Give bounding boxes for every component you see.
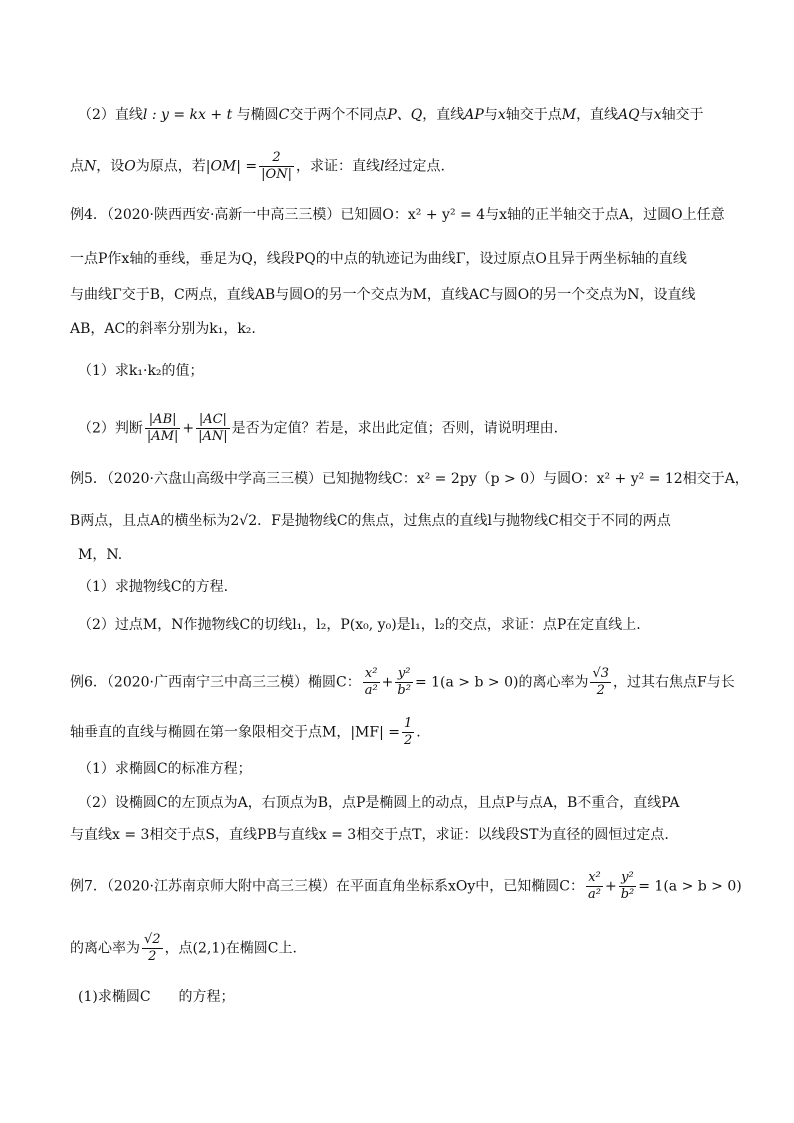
text: 点 xyxy=(70,158,84,175)
fraction-numerator: 2 xyxy=(259,150,294,167)
example-7-line-1 xyxy=(70,870,742,903)
text: 轴交于点 xyxy=(505,107,562,123)
example-4-question-2 xyxy=(78,412,738,445)
example-6-question-2-line-2: 与直线x = 3相交于点S，直线PB与直线x = 3相交于点T，求证：以线段ST为直径的圆恒过定点. xyxy=(70,827,669,843)
text: ，过其右焦点F与长 xyxy=(613,674,735,691)
fraction-numerator: √2 xyxy=(144,932,161,947)
math-var: N xyxy=(84,158,97,175)
example-4-line-3: 与曲线Γ交于B，C两点，直线AB与圆O的另一个交点为M，直线AC与圆O的另一个交点为N，设直线 xyxy=(70,287,696,303)
text: 为原点，若 xyxy=(135,158,206,175)
math-var: AP xyxy=(464,107,484,123)
math-line-eq: l : y = kx + t xyxy=(142,107,233,123)
problem-2-line-1 xyxy=(78,104,738,126)
fraction xyxy=(145,412,180,445)
text: 例7．（2020·江苏南京师大附中高三三模）在平面直角坐标系xOy中，已知椭圆C： xyxy=(70,878,584,895)
fraction-numerator: x² xyxy=(586,870,603,887)
math-var: M xyxy=(561,107,577,123)
text: 与椭圆 xyxy=(232,107,279,123)
fraction-numerator: 1 xyxy=(404,716,413,731)
fraction-denominator: |AM| xyxy=(146,429,179,444)
fraction-numerator: |AC| xyxy=(196,412,230,429)
text: 的离心率为 xyxy=(70,940,140,957)
plus-sign: + xyxy=(381,674,394,691)
fraction-denominator: a² xyxy=(364,683,378,698)
fraction-denominator: |AN| xyxy=(198,429,228,444)
fraction-denominator: b² xyxy=(397,683,411,698)
example-5-question-2: （2）过点M，N作抛物线C的切线l₁，l₂，P(x₀, y₀)是l₁，l₂的交点，求证：点P在定直线上. xyxy=(78,617,641,633)
math-var: AQ xyxy=(618,107,640,123)
fraction-denominator: 2 xyxy=(596,683,605,698)
problem-2-line-2 xyxy=(70,150,730,183)
math-var: O xyxy=(124,158,136,175)
example-6-question-2-line-1: （2）设椭圆C的左顶点为A，右顶点为B，点P是椭圆上的动点，且点P与点A，B不重合，直线PA xyxy=(78,795,680,811)
example-5-question-1: （1）求抛物线C的方程. xyxy=(78,579,229,595)
fraction xyxy=(590,666,611,699)
example-5-line-3: M，N. xyxy=(78,547,123,563)
fraction xyxy=(402,716,414,749)
fraction-numerator: x² xyxy=(363,666,380,683)
fraction-denominator: 2 xyxy=(148,949,157,964)
fraction-denominator: 2 xyxy=(404,733,413,748)
example-5-line-2: B两点，且点A的横坐标为2√2．F是抛物线C的焦点，过焦点的直线l与抛物线C相交于不同的两点 xyxy=(70,513,671,529)
math-var: l xyxy=(379,158,385,175)
example-4-line-2: 一点P作x轴的垂线，垂足为Q，线段PQ的中点的轨迹记为曲线Γ，设过原点O且异于两坐标轴的直线 xyxy=(70,251,687,267)
text: ，点(2,1)在椭圆C上. xyxy=(164,940,297,957)
example-6-line-1 xyxy=(70,666,735,699)
fraction-denominator: |ON| xyxy=(261,167,292,182)
text: ，设 xyxy=(96,158,125,175)
fraction-denominator: b² xyxy=(620,887,635,902)
text: 轴交于 xyxy=(661,107,704,123)
text: . xyxy=(416,724,421,741)
math-var: P、Q xyxy=(387,107,423,123)
text: 轴垂直的直线与椭圆在第一象限相交于点M，|MF| = xyxy=(70,724,400,741)
fraction-numerator: y² xyxy=(619,870,637,887)
text: （2）判断 xyxy=(78,420,143,437)
example-7-line-2 xyxy=(70,932,730,965)
text: = 1(a > b > 0)的离心率为 xyxy=(414,674,589,691)
math-abs-om: |OM| = xyxy=(205,158,258,175)
example-4-question-1: （1）求k₁·k₂的值； xyxy=(78,363,204,379)
math-var: C xyxy=(278,107,290,123)
fraction xyxy=(196,412,230,445)
fraction xyxy=(142,932,163,965)
fraction xyxy=(586,870,603,903)
plus-sign: + xyxy=(604,878,617,895)
text: 与 xyxy=(639,107,654,123)
math-var: x xyxy=(497,107,506,123)
text: 交于两个不同点 xyxy=(289,107,388,123)
example-6-line-2 xyxy=(70,716,730,749)
fraction xyxy=(619,870,637,903)
fraction xyxy=(259,150,294,183)
text: ，直线 xyxy=(576,107,619,123)
example-7-question-1: (1)求椭圆C 的方程； xyxy=(78,989,235,1005)
text: 与 xyxy=(483,107,498,123)
fraction-denominator: a² xyxy=(587,887,601,902)
text: ，求证：直线 xyxy=(295,158,380,175)
fraction-numerator: |AB| xyxy=(145,412,180,429)
example-5-line-1: 例5．（2020·六盘山高级中学高三三模）已知抛物线C：x² = 2py（p > 0）与圆O：x² + y² = 12相交于A， xyxy=(70,471,749,487)
text: 经过定点. xyxy=(384,158,445,175)
text: 例6．（2020·广西南宁三中高三三模）椭圆C： xyxy=(70,674,361,691)
text: ，直线 xyxy=(422,107,465,123)
text: （2）直线 xyxy=(78,107,143,123)
fraction-numerator: √3 xyxy=(592,666,610,681)
plus-sign: + xyxy=(182,420,195,437)
text: = 1(a > b > 0) xyxy=(638,878,742,895)
math-var: x xyxy=(653,107,662,123)
example-4-line-4: AB，AC的斜率分别为k₁，k₂. xyxy=(70,321,256,337)
example-4-line-1: 例4．（2020·陕西西安·高新一中高三三模）已知圆O：x² + y² = 4与x轴的正半轴交于点A，过圆O上任意 xyxy=(70,207,725,223)
fraction-numerator: y² xyxy=(395,666,413,683)
fraction xyxy=(363,666,380,699)
fraction xyxy=(395,666,413,699)
example-6-question-1: （1）求椭圆C的标准方程； xyxy=(78,761,252,777)
text: 是否为定值？若是，求出此定值；否则，请说明理由. xyxy=(231,420,559,437)
